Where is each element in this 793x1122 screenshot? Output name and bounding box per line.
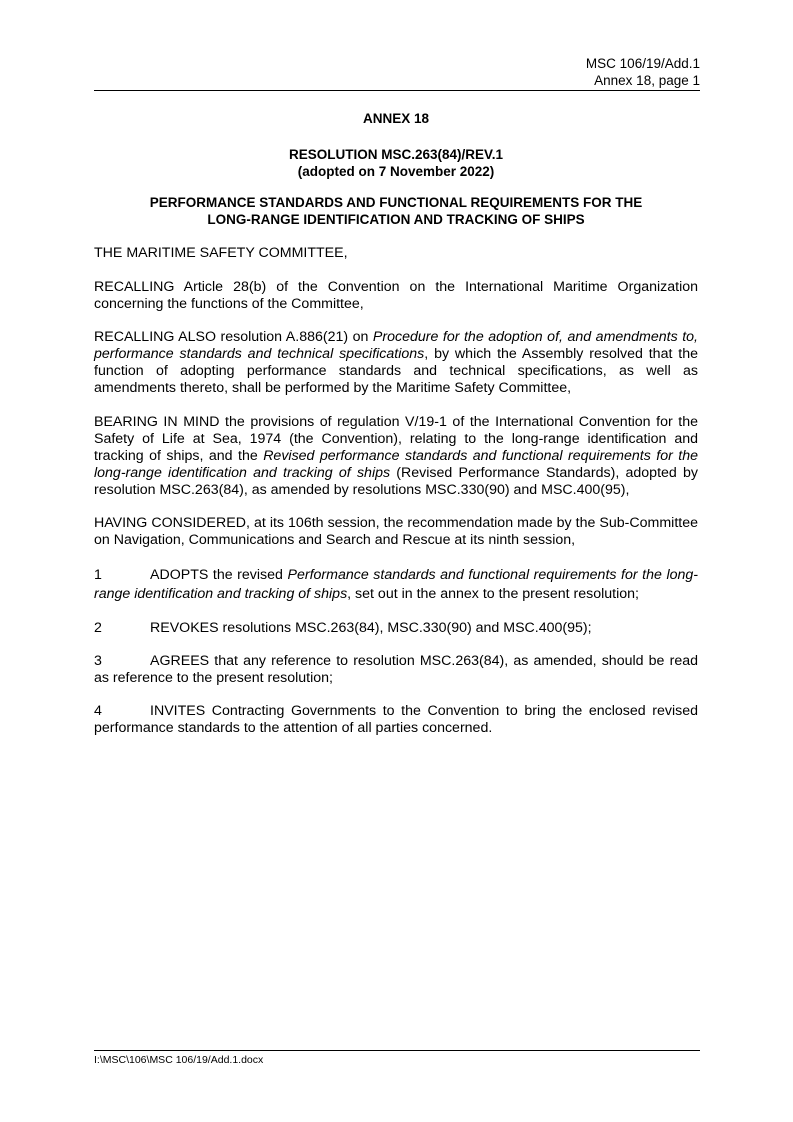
page-footer xyxy=(94,1050,700,1066)
preamble-recalling: RECALLING Article 28(b) of the Convention on the International Maritime Organization concerning the functions of the Committee, xyxy=(94,279,698,312)
resolution-heading xyxy=(94,146,698,180)
file-path: I:\MSC\106\MSC 106/19/Add.1.docx xyxy=(94,1054,264,1066)
resolution-subject xyxy=(94,194,698,228)
operative-paragraph-2: 2 REVOKES resolutions MSC.263(84), MSC.330(90) and MSC.400(95); xyxy=(94,620,592,636)
operative-paragraph-3: 3 AGREES that any reference to resolution MSC.263(84), as amended, should be read as reference to the present resolution; xyxy=(94,653,698,686)
subject-line-2: LONG-RANGE IDENTIFICATION AND TRACKING OF SHIPS xyxy=(207,212,585,227)
recalling-also-post: , by which the Assembly resolved that the function of adopting performance standards and technical specifications, as well as amendments thereto, shall be performed by the Maritime Safety Committee, xyxy=(94,346,698,396)
preamble-bearing-in-mind xyxy=(94,414,698,499)
document-symbol: MSC 106/19/Add.1 xyxy=(585,56,700,71)
preamble-having-considered: HAVING CONSIDERED, at its 106th session, the recommendation made by the Sub-Committee on Navigation, Communications and Search and Rescue at its ninth session, xyxy=(94,515,698,548)
page-header xyxy=(94,55,700,91)
operative-paragraph-1: 1 ADOPTS the revised Performance standards and functional requirements for the long-range identification and tracking of ships, set out in the annex to the present resolution; xyxy=(94,567,698,602)
paragraph-number: 4 xyxy=(94,703,102,719)
resolution-number: RESOLUTION MSC.263(84)/REV.1 xyxy=(288,147,504,162)
annex-title: ANNEX 18 xyxy=(362,111,430,126)
committee-line: THE MARITIME SAFETY COMMITTEE, xyxy=(94,245,348,261)
bearing-post: (Revised Performance Standards), adopted by resolution MSC.263(84), as amended by resolutions MSC.330(90) and MSC.400(95), xyxy=(94,465,698,498)
paragraph-number: 3 xyxy=(94,653,102,669)
preamble-recalling-also xyxy=(94,329,698,397)
paragraph-number: 1 xyxy=(94,567,102,583)
recalling-also-title: Procedure for the adoption of, and amendments to, performance standards and technical specifications xyxy=(94,329,698,362)
bearing-pre: BEARING IN MIND the provisions of regulation V/19-1 of the International Convention for the Safety of Life at Sea, 1974 (the Convention), relating to the long-range identification and tracking of ships, and the xyxy=(94,414,698,464)
operative-paragraph-4: 4 INVITES Contracting Governments to the Convention to bring the enclosed revised performance standards to the attention of all parties concerned. xyxy=(94,703,698,736)
paragraph-number: 2 xyxy=(94,620,102,636)
recalling-also-pre: RECALLING ALSO resolution A.886(21) on xyxy=(94,329,373,345)
adoption-date: (adopted on 7 November 2022) xyxy=(297,164,495,179)
page-reference: Annex 18, page 1 xyxy=(594,73,700,88)
operative-1-title: Performance standards and functional requirements for the long-range identification and tracking of ships xyxy=(94,567,698,602)
bearing-title: Revised performance standards and functional requirements for the long-range identification and tracking of ships xyxy=(94,448,698,481)
subject-line-1: PERFORMANCE STANDARDS AND FUNCTIONAL REQUIREMENTS FOR THE xyxy=(149,195,643,210)
